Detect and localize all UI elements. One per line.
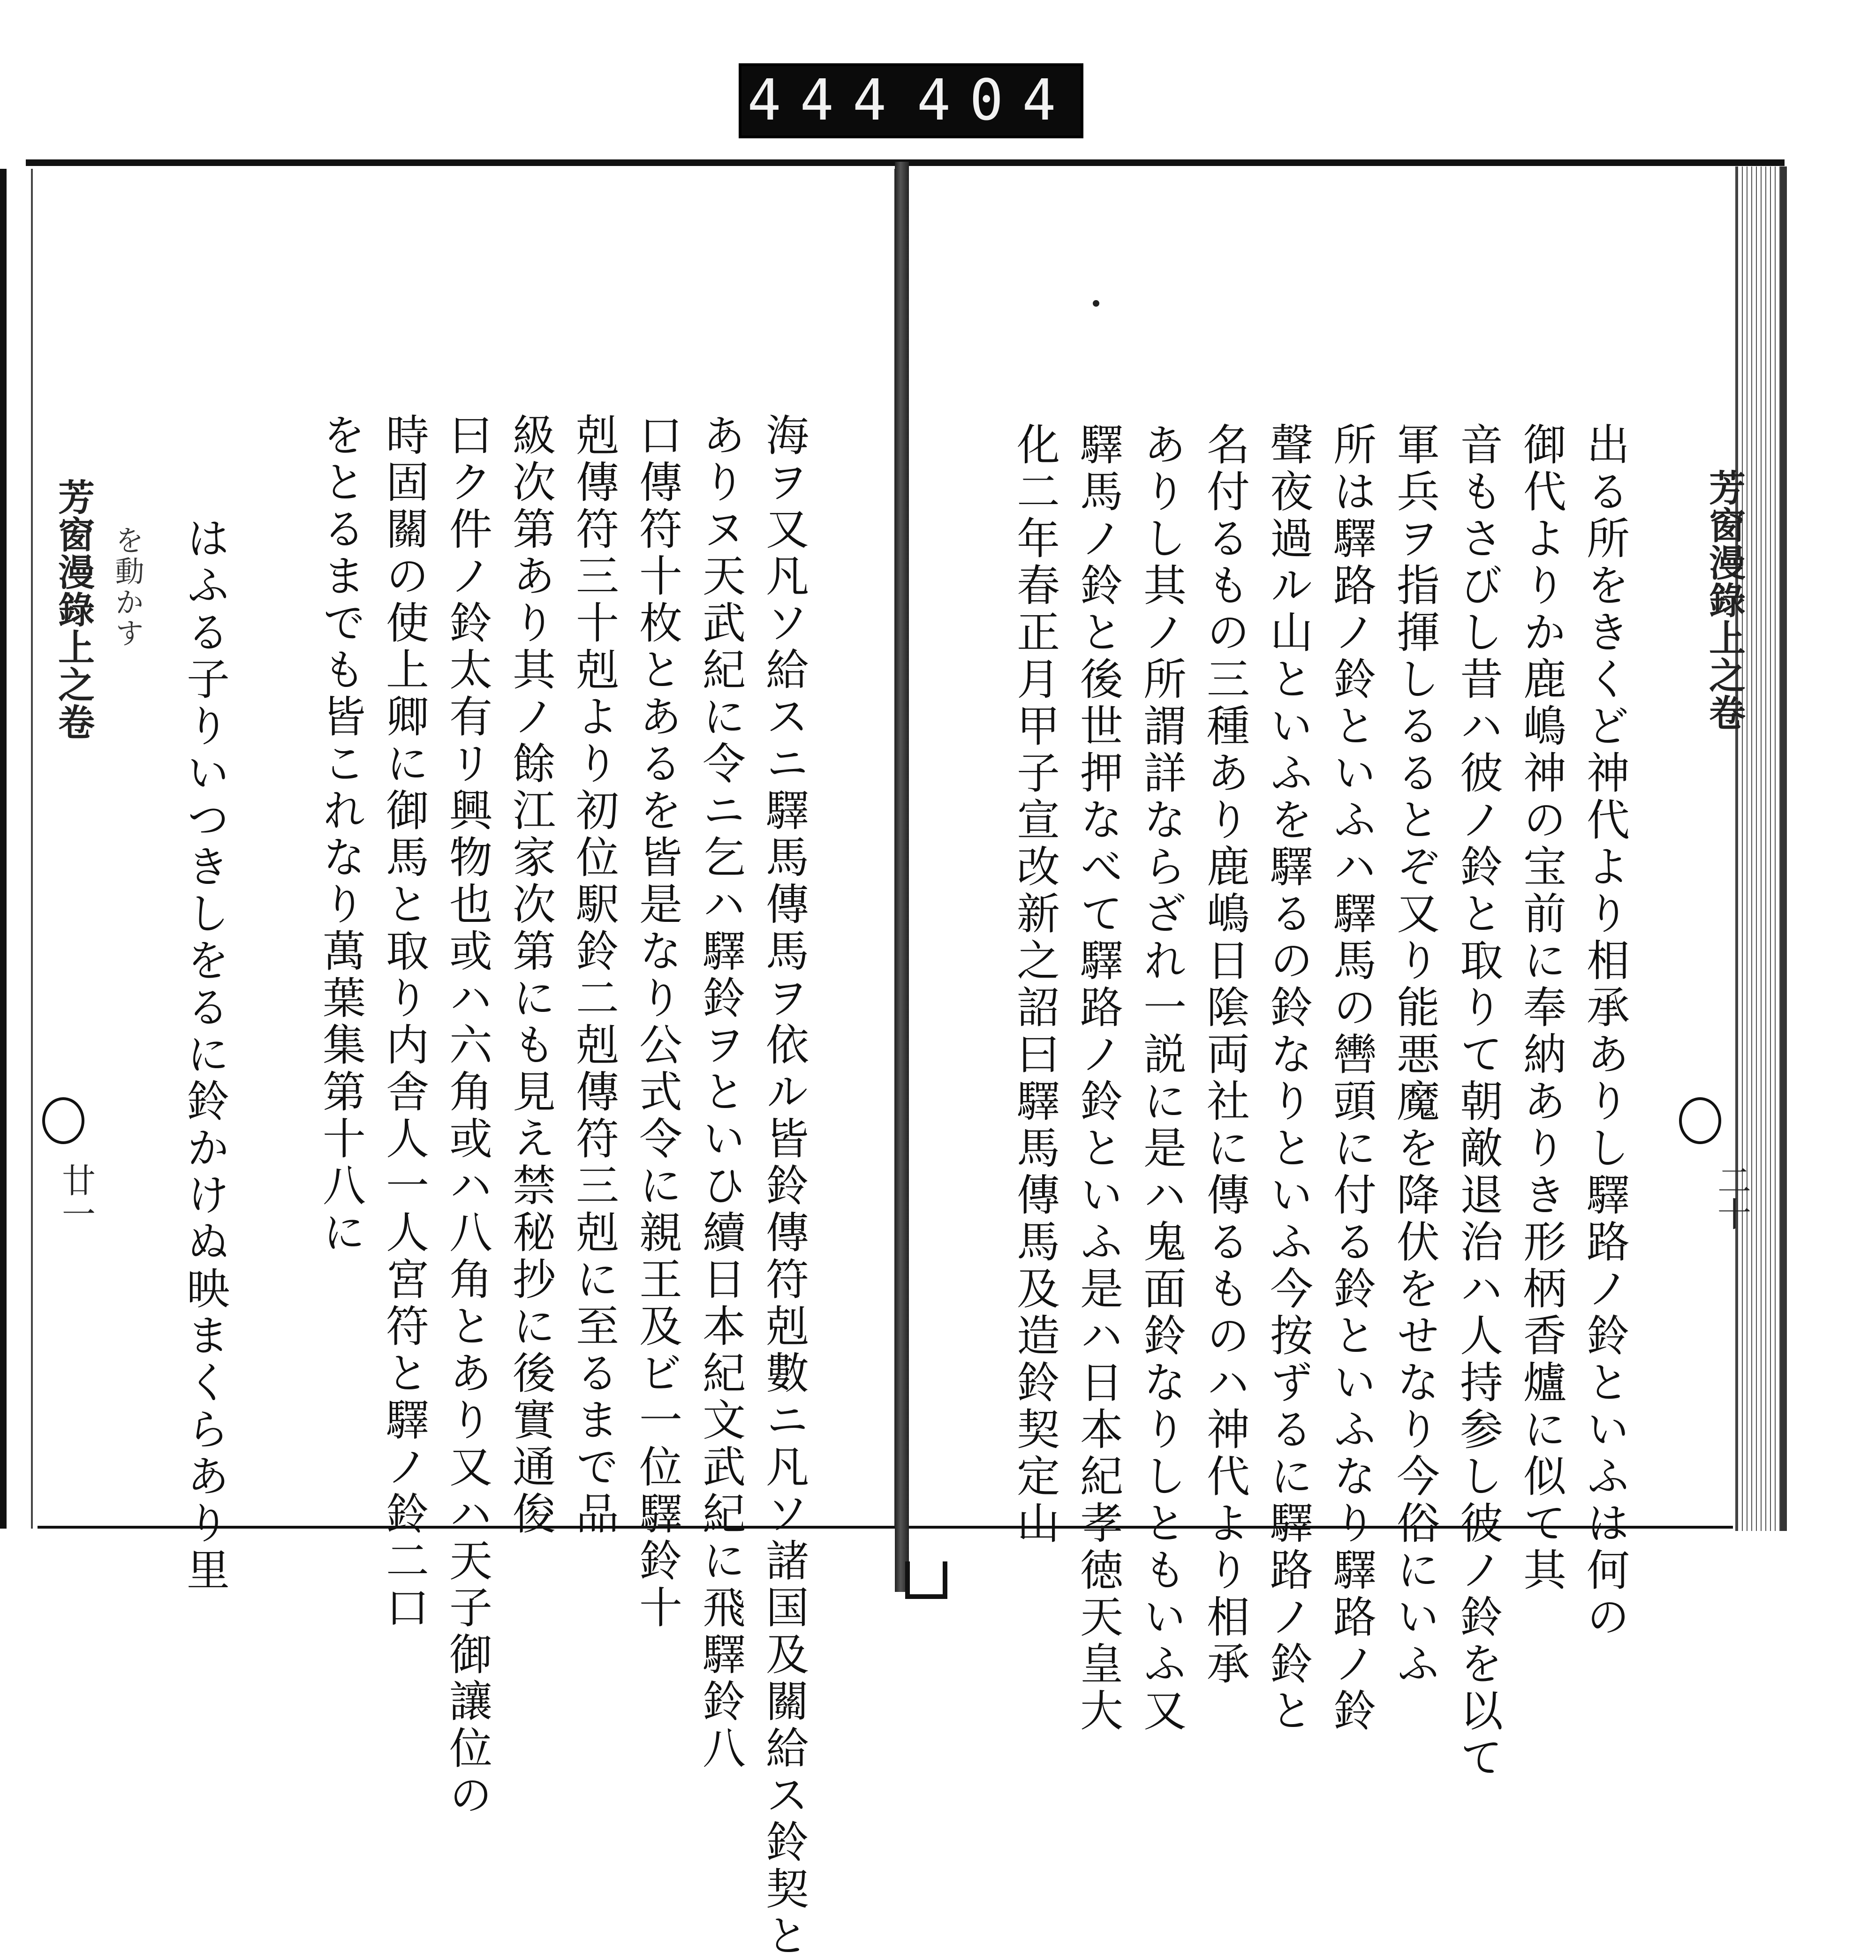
right-column-3: 音もさびし昔ハ彼ノ鈴と取りて朝敵退治ハ人持参し彼ノ鈴を以て xyxy=(1453,422,1503,1782)
left-column-9: はふる子りいつきしをるに鈴かけぬ映まくらあり里 xyxy=(180,516,230,1594)
right-column-1: 出る所をきくど神代より相承ありし驛路ノ鈴といふは何の xyxy=(1580,422,1630,1641)
spine-foot xyxy=(905,1561,947,1599)
left-column-2: ありヌ天武紀に令ニ乞ハ驛鈴ヲといひ續日本紀文武紀に飛驛鈴八 xyxy=(696,413,746,1772)
book-spine xyxy=(895,162,909,1592)
right-column-8: ありし其ノ所謂詳ならざれ一説に是ハ鬼面鈴なりしともいふ又 xyxy=(1136,422,1187,1735)
right-page-mark xyxy=(1679,1097,1721,1144)
right-column-10: 化二年春正月甲子宣改新之詔曰驛馬傳馬及造鈴契定山 xyxy=(1010,422,1060,1547)
right-page-header: 芳窗漫錄上之卷 xyxy=(1703,469,1746,731)
archive-label-bar xyxy=(739,63,1083,138)
left-column-7: 時固關の使上卿に御馬と取り内舎人一人宮符と驛ノ鈴二口 xyxy=(379,413,429,1632)
right-column-9: 驛馬ノ鈴と後世押なべて驛路ノ鈴といふ是ハ日本紀孝徳天皇大 xyxy=(1073,422,1123,1735)
right-page-number: 二十 xyxy=(1712,1163,1751,1230)
left-column-8: をとるまでも皆これなり萬葉集第十八に xyxy=(316,413,366,1257)
right-column-4: 軍兵ヲ指揮しるるとぞ又り能悪魔を降伏をせなり今俗にいふ xyxy=(1390,422,1440,1688)
left-column-10: を動かす xyxy=(110,525,144,649)
archive-number-right: 404 xyxy=(916,68,1075,133)
left-page-number: 廿一 xyxy=(56,1163,96,1230)
left-column-5: 級次第あり其ノ餘江家次第にも見え禁秘抄に後實通俊 xyxy=(506,413,556,1538)
right-column-7: 名付るもの三種あり鹿嶋日隂両社に傳るものハ神代より相承 xyxy=(1200,422,1250,1688)
right-column-6: 聲夜過ル山といふを驛るの鈴なりといふ今按ずるに驛路ノ鈴と xyxy=(1263,422,1313,1735)
left-column-4: 剋傳符三十剋より初位駅鈴二剋傳符三剋に至るまで品 xyxy=(569,413,619,1538)
left-page-mark xyxy=(42,1097,84,1144)
ink-dot xyxy=(1093,300,1099,307)
right-column-2: 御代よりか鹿嶋神の宝前に奉納ありき形柄香爐に似て其 xyxy=(1516,422,1566,1594)
left-page-footer-title: 芳窗漫錄上之卷 xyxy=(52,478,95,741)
book-edge-left xyxy=(0,169,33,1529)
archive-number-left: 444 xyxy=(747,68,906,133)
book-edge-right xyxy=(1735,166,1787,1531)
right-column-5: 所は驛路ノ鈴といふハ驛馬の轡頭に付る鈴といふなり驛路ノ鈴 xyxy=(1326,422,1377,1735)
left-column-3: 口傳符十枚とあるを皆是なり公式令に親王及ビ一位驛鈴十 xyxy=(632,413,682,1632)
left-column-1: 海ヲ又凡ソ給スニ驛馬傳馬ヲ依ル皆鈴傳符剋數ニ凡ソ諸国及關給ス鈴契と xyxy=(759,413,809,1960)
left-column-6: 曰ク件ノ鈴太有リ興物也或ハ六角或ハ八角とあり又ハ天子御讓位の xyxy=(442,413,492,1819)
